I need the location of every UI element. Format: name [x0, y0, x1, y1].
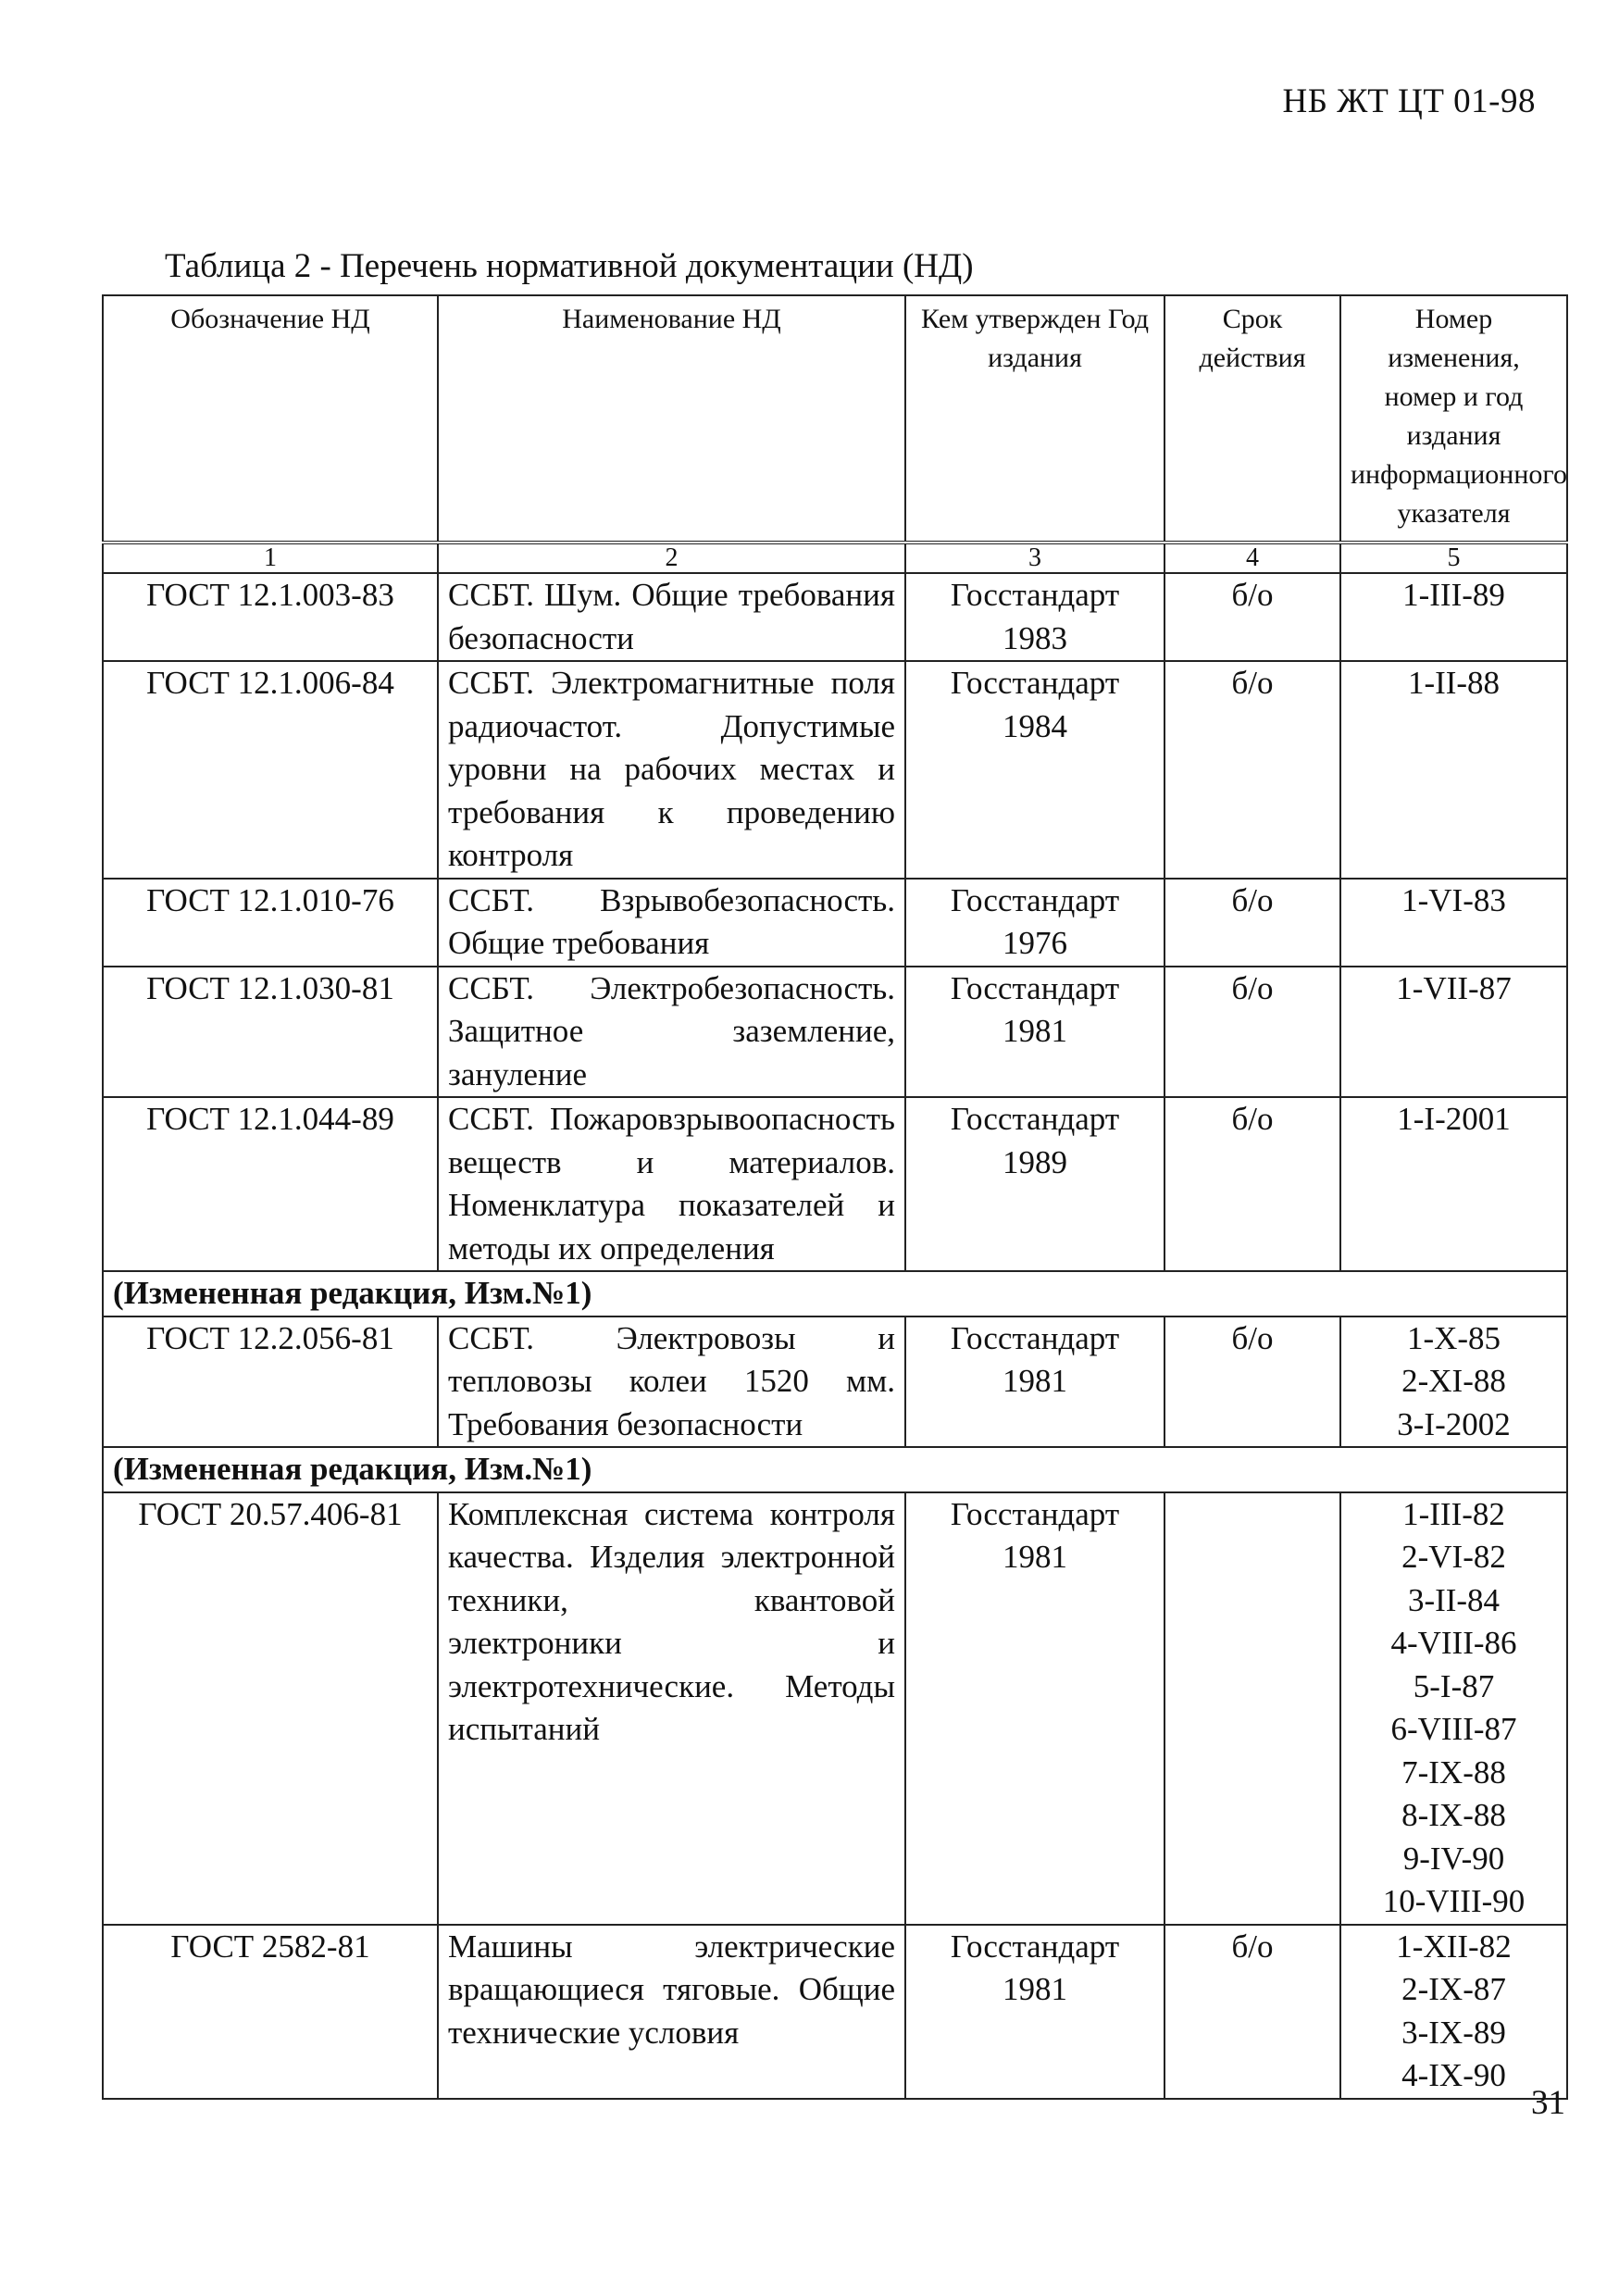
- table-row: [103, 1316, 1567, 1448]
- nd-approval: [905, 967, 1164, 1098]
- nd-changes: [1340, 879, 1567, 967]
- change-entry: 1-VI-83: [1401, 881, 1506, 918]
- change-entry: 1-XII-82: [1396, 1928, 1512, 1965]
- column-header: Номер изменения, номер и год издания информационного указателя: [1340, 295, 1567, 543]
- nd-designation: ГОСТ 2582-81: [103, 1925, 438, 2099]
- nd-name: Машины электрические вращающиеся тяговые. Общие технические условия: [438, 1925, 905, 2099]
- publication-year: 1981: [1003, 1363, 1067, 1399]
- nd-designation: ГОСТ 12.1.006-84: [103, 661, 438, 879]
- column-number: 4: [1164, 543, 1340, 573]
- page-number: 31: [1531, 2084, 1565, 2122]
- revision-note: (Измененная редакция, Изм.№1): [103, 1271, 1567, 1316]
- nd-name: ССБТ. Взрывобезопасность. Общие требования: [438, 879, 905, 967]
- change-entry: 1-X-85: [1406, 1319, 1501, 1356]
- change-entry: 10-VIII-90: [1382, 1883, 1526, 1919]
- nd-designation: ГОСТ 12.2.056-81: [103, 1316, 438, 1448]
- column-number: 2: [438, 543, 905, 573]
- nd-approval: [905, 573, 1164, 661]
- change-entry: 1-II-88: [1407, 665, 1501, 701]
- nd-validity: б/о: [1164, 1925, 1340, 2099]
- table-note-row: [103, 1447, 1567, 1492]
- table-row: [103, 573, 1567, 661]
- column-header: Наименование НД: [438, 295, 905, 543]
- publication-year: 1989: [1003, 1143, 1067, 1180]
- nd-changes: [1340, 1316, 1567, 1448]
- approved-by: Госстандарт: [950, 1319, 1120, 1356]
- change-entry: 1-I-2001: [1397, 1101, 1511, 1137]
- nd-name: ССБТ. Шум. Общие требования безопасности: [438, 573, 905, 661]
- nd-changes: [1340, 1925, 1567, 2099]
- nd-validity: б/о: [1164, 1097, 1340, 1271]
- document-code: НБ ЖТ ЦТ 01-98: [1282, 82, 1536, 120]
- table-body: [103, 573, 1567, 2099]
- change-entry: 2-IX-87: [1401, 1971, 1506, 2007]
- nd-validity: [1164, 1492, 1340, 1925]
- table-header-row: [103, 295, 1567, 543]
- approved-by: Госстандарт: [950, 881, 1120, 918]
- nd-changes: [1340, 661, 1567, 879]
- nd-approval: [905, 1492, 1164, 1925]
- nd-name: ССБТ. Электробезопасность. Защитное заземление, зануление: [438, 967, 905, 1098]
- change-entry: 4-VIII-86: [1390, 1625, 1517, 1661]
- nd-name: ССБТ. Пожаровзрывоопасность веществ и материалов. Номенклатура показателей и методы их определения: [438, 1097, 905, 1271]
- change-entry: 1-VII-87: [1396, 969, 1512, 1006]
- publication-year: 1984: [1003, 707, 1067, 744]
- change-entry: 6-VIII-87: [1390, 1711, 1517, 1747]
- nd-approval: [905, 1097, 1164, 1271]
- revision-note: (Измененная редакция, Изм.№1): [103, 1447, 1567, 1492]
- column-header: Кем утвержден Год издания: [905, 295, 1164, 543]
- nd-approval: [905, 661, 1164, 879]
- change-entry: 3-IX-89: [1401, 2014, 1506, 2051]
- approved-by: Госстандарт: [950, 1495, 1120, 1532]
- change-entry: 2-VI-82: [1401, 1539, 1506, 1575]
- nd-designation: ГОСТ 12.1.044-89: [103, 1097, 438, 1271]
- nd-changes: [1340, 573, 1567, 661]
- column-number: 5: [1340, 543, 1567, 573]
- publication-year: 1983: [1003, 619, 1067, 656]
- change-entry: 2-XI-88: [1401, 1363, 1506, 1399]
- publication-year: 1976: [1003, 925, 1067, 961]
- publication-year: 1981: [1003, 1013, 1067, 1049]
- change-entry: 3-I-2002: [1397, 1405, 1511, 1442]
- publication-year: 1981: [1003, 1539, 1067, 1575]
- table-caption: Таблица 2 - Перечень нормативной документации (НД): [165, 247, 974, 285]
- nd-validity: б/о: [1164, 1316, 1340, 1448]
- nd-approval: [905, 879, 1164, 967]
- column-number: 1: [103, 543, 438, 573]
- nd-changes: [1340, 967, 1567, 1098]
- change-entry: 4-IX-90: [1401, 2057, 1506, 2093]
- change-entry: 1-III-89: [1402, 577, 1505, 613]
- nd-name: ССБТ. Электромагнитные поля радиочастот. Допустимые уровни на рабочих местах и требования к проведению контроля: [438, 661, 905, 879]
- table-row: [103, 1097, 1567, 1271]
- approved-by: Госстандарт: [950, 1928, 1120, 1965]
- nd-name: Комплексная система контроля качества. Изделия электронной техники, квантовой электроники и электротехнические. Методы испытаний: [438, 1492, 905, 1925]
- column-header: Обозначение НД: [103, 295, 438, 543]
- column-header: Срок действия: [1164, 295, 1340, 543]
- normative-documents-table: [102, 294, 1568, 2100]
- nd-approval: [905, 1925, 1164, 2099]
- nd-changes: [1340, 1097, 1567, 1271]
- nd-approval: [905, 1316, 1164, 1448]
- table-row: [103, 967, 1567, 1098]
- approved-by: Госстандарт: [950, 577, 1120, 613]
- change-entry: 1-III-82: [1402, 1495, 1505, 1532]
- publication-year: 1981: [1003, 1971, 1067, 2007]
- approved-by: Госстандарт: [950, 665, 1120, 701]
- nd-validity: б/о: [1164, 967, 1340, 1098]
- nd-validity: б/о: [1164, 661, 1340, 879]
- approved-by: Госстандарт: [950, 1101, 1120, 1137]
- table-note-row: [103, 1271, 1567, 1316]
- column-number: 3: [905, 543, 1164, 573]
- table-row: [103, 879, 1567, 967]
- nd-validity: б/о: [1164, 879, 1340, 967]
- change-entry: 3-II-84: [1407, 1581, 1501, 1618]
- nd-name: ССБТ. Электровозы и тепловозы колеи 1520 мм. Требования безопасности: [438, 1316, 905, 1448]
- nd-validity: б/о: [1164, 573, 1340, 661]
- table-row: [103, 1492, 1567, 1925]
- table-row: [103, 1925, 1567, 2099]
- column-number-row: [103, 543, 1567, 573]
- nd-designation: ГОСТ 12.1.010-76: [103, 879, 438, 967]
- nd-designation: ГОСТ 20.57.406-81: [103, 1492, 438, 1925]
- change-entry: 7-IX-88: [1401, 1753, 1506, 1791]
- nd-changes: [1340, 1492, 1567, 1925]
- change-entry: 8-IX-88: [1401, 1797, 1506, 1833]
- nd-designation: ГОСТ 12.1.030-81: [103, 967, 438, 1098]
- approved-by: Госстандарт: [950, 969, 1120, 1006]
- table-row: [103, 661, 1567, 879]
- change-entry: 9-IV-90: [1402, 1840, 1505, 1877]
- nd-designation: ГОСТ 12.1.003-83: [103, 573, 438, 661]
- change-entry: 5-I-87: [1413, 1667, 1495, 1704]
